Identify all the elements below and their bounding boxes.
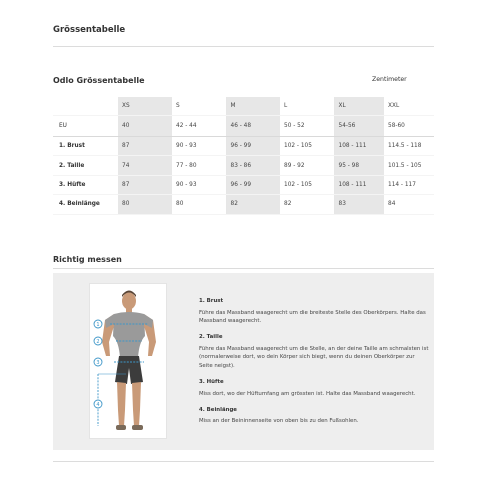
- unit-label: Zentimeter: [372, 76, 407, 83]
- measure-item-title: 2. Taille: [199, 334, 223, 341]
- measure-item: [199, 297, 429, 326]
- header-empty: [53, 97, 118, 116]
- table-cell: 82: [280, 195, 334, 214]
- table-cell: 82: [226, 195, 280, 214]
- eu-value: 50 - 52: [280, 116, 334, 137]
- table-cell: 108 - 111: [334, 175, 384, 194]
- measure-item: [199, 378, 429, 398]
- person-figure-icon: [90, 284, 166, 438]
- table-row: [53, 137, 434, 156]
- eu-value: 40: [118, 116, 172, 137]
- measure-item-title: 4. Beinlänge: [199, 406, 237, 413]
- table-cell: 90 - 93: [172, 175, 226, 194]
- size-header: XXL: [384, 97, 434, 116]
- size-table: [53, 97, 434, 215]
- table-row: [53, 195, 434, 214]
- divider: [53, 461, 434, 462]
- table-cell: 80: [172, 195, 226, 214]
- table-cell: 83 - 86: [226, 156, 280, 175]
- table-cell: 83: [334, 195, 384, 214]
- divider: [53, 46, 434, 47]
- table-cell: 96 - 99: [226, 175, 280, 194]
- measure-title: Richtig messen: [53, 255, 122, 264]
- table-cell: 101.5 - 105: [384, 156, 434, 175]
- divider: [53, 268, 434, 269]
- table-row: [53, 175, 434, 194]
- measure-item-text: Miss dort, wo der Hüftumfang am grössten ist. Halte das Massband waagerecht.: [199, 390, 416, 397]
- size-header: XL: [334, 97, 384, 116]
- size-header: M: [226, 97, 280, 116]
- table-cell: 95 - 98: [334, 156, 384, 175]
- table-cell: 102 - 105: [280, 137, 334, 156]
- marker-hip: 3: [96, 360, 100, 366]
- size-header: L: [280, 97, 334, 116]
- table-cell: 90 - 93: [172, 137, 226, 156]
- eu-row: [53, 116, 434, 137]
- table-cell: 89 - 92: [280, 156, 334, 175]
- eu-label: EU: [53, 116, 118, 137]
- table-cell: 87: [118, 137, 172, 156]
- row-label: 4. Beinlänge: [53, 195, 118, 214]
- page-title: Grössentabelle: [53, 25, 126, 35]
- measure-panel: [53, 273, 434, 450]
- measure-descriptions: [199, 297, 429, 434]
- measure-item: [199, 333, 429, 370]
- eu-value: 54-56: [334, 116, 384, 137]
- table-cell: 87: [118, 175, 172, 194]
- table-cell: 77 - 80: [172, 156, 226, 175]
- marker-chest: 1: [96, 322, 100, 328]
- size-header: S: [172, 97, 226, 116]
- marker-leg: 4: [96, 402, 100, 408]
- table-cell: 114.5 - 118: [384, 137, 434, 156]
- size-header-row: [53, 97, 434, 116]
- measurement-figure: [89, 283, 167, 439]
- measure-item-text: Führe das Massband waagerecht um die breiteste Stelle des Oberkörpers. Halte das Massband waagerecht.: [199, 309, 426, 325]
- size-table-title: Odlo Grössentabelle: [53, 76, 145, 85]
- table-cell: 80: [118, 195, 172, 214]
- eu-value: 42 - 44: [172, 116, 226, 137]
- measure-item-title: 1. Brust: [199, 298, 224, 304]
- eu-value: 46 - 48: [226, 116, 280, 137]
- table-cell: 102 - 105: [280, 175, 334, 194]
- table-row: [53, 156, 434, 175]
- measure-item: [199, 406, 429, 426]
- measure-item-text: Führe das Massband waagerecht um die Stelle, an der deine Taille am schmalsten ist (normalerweise dort, wo dein Körper sich biegt, wenn du deinen Oberkörper zur Seite neigst).: [199, 345, 429, 370]
- table-cell: 114 - 117: [384, 175, 434, 194]
- row-label: 3. Hüfte: [53, 175, 118, 194]
- table-cell: 108 - 111: [334, 137, 384, 156]
- measure-item-title: 3. Hüfte: [199, 379, 224, 386]
- row-label: 2. Taille: [53, 156, 118, 175]
- size-header: XS: [118, 97, 172, 116]
- table-cell: 96 - 99: [226, 137, 280, 156]
- marker-waist: 2: [96, 339, 100, 345]
- table-cell: 74: [118, 156, 172, 175]
- eu-value: 58-60: [384, 116, 434, 137]
- table-cell: 84: [384, 195, 434, 214]
- row-label: 1. Brust: [53, 137, 118, 156]
- measure-item-text: Miss an der Beininnenseite von oben bis zu den Fußsohlen.: [199, 418, 359, 425]
